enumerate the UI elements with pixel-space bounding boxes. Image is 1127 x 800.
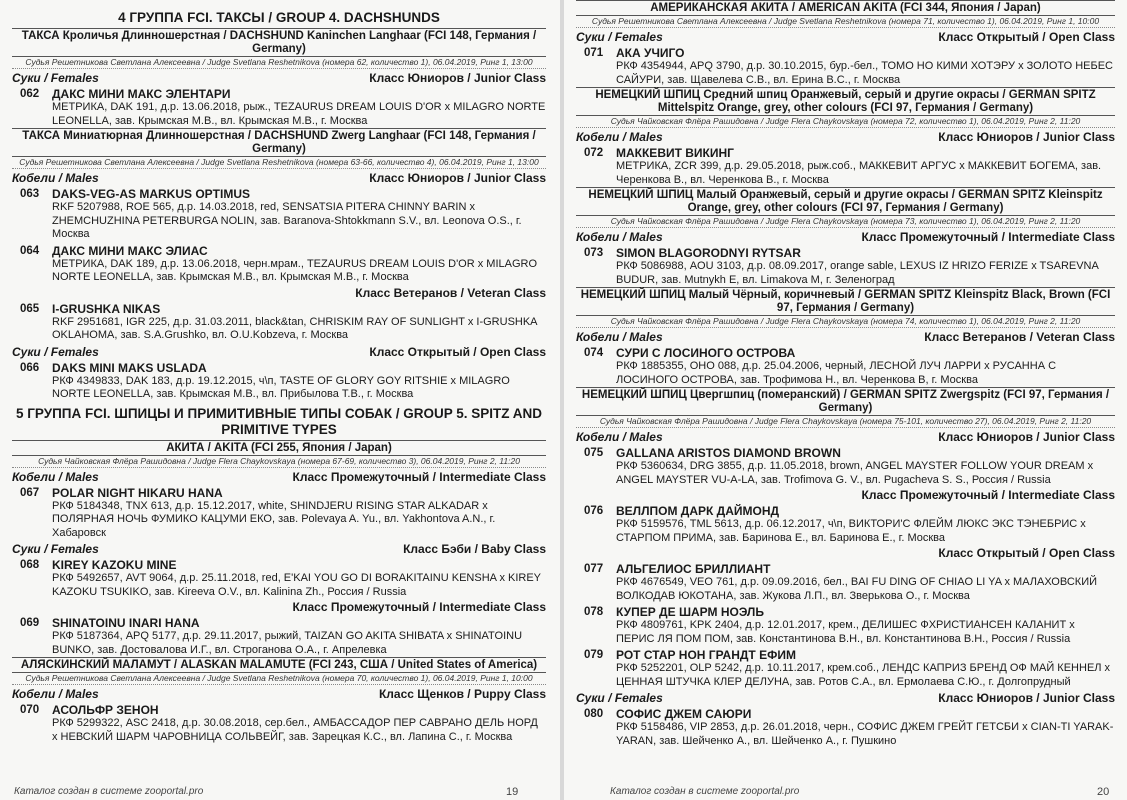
dog-entry	[576, 504, 1115, 545]
dog-details: РКФ 5360634, DRG 3855, д.р. 11.05.2018, brown, ANGEL MAYSTER FOLLOW YOUR DREAM x ANGEL MAYSTER VU-A-LA, зав. Trofimova G. V., вл. Pugacheva S. S., Россия / Russia	[616, 460, 1094, 486]
class-label: Класс Промежуточный / Intermediate Class	[861, 488, 1115, 502]
sex-label: Суки / Females	[12, 71, 99, 85]
dog-entry	[12, 87, 546, 128]
breed-heading: ТАКСА Миниатюрная Длинношерстная / DACHSHUND Zwerg Langhaar (FCI 148, Германия / Germany)	[12, 128, 546, 157]
breed-heading: АЛЯСКИНСКИЙ МАЛАМУТ / ALASKAN MALAMUTE (FCI 243, США / United States of America)	[12, 657, 546, 673]
entry-number: 074	[584, 347, 604, 359]
dog-details: РКФ 4354944, APQ 3790, д.р. 30.10.2015, бур.-бел., ТОМО НО КИМИ ХОТЭРУ x ЗОЛОТО НЕБЕС САЙУРИ, зав. Щавелева С.В., вл. Ерина В.С., г. Москва	[616, 60, 1113, 86]
dog-details: РКФ 4676549, VEO 761, д.р. 09.09.2016, бел., BAI FU DING OF CHIAO LI YA x МАЛАХОВСКИЙ ВОЛКОДАВ ЮКОТАНА, зав. Жукова Л.П., вл. Зверькова О., г. Москва	[616, 576, 1098, 602]
dog-entry	[576, 446, 1115, 487]
class-label: Класс Юниоров / Junior Class	[938, 130, 1115, 144]
dog-details: МЕТРИКА, ZCR 399, д.р. 29.05.2018, рыж.соб., МАККЕВИТ АРГУС x МАККЕВИТ БОГЕМА, зав. Черенкова В., вл. Черенкова В., г. Москва	[616, 160, 1102, 186]
judge-line: Судья Чайковская Флёра Рашидовна / Judge Flera Chaykovskaya (номера 73, количество 1), 06.04.2019, Ринг 2, 11:20	[576, 216, 1115, 228]
sex-label: Кобели / Males	[576, 330, 663, 344]
sex-class-row	[12, 470, 546, 484]
sex-label: Кобели / Males	[12, 687, 99, 701]
dog-entry	[576, 605, 1115, 646]
dog-details: РКФ 4809761, KPK 2404, д.р. 12.01.2017, крем., ДЕЛИШЕС ФХРИСТИАНСЕН КАЛАНИТ x ПЕРИС ЛЯ ПОМ ПОМ, зав. Константинова В.Н., вл. Константинова В.Н., Россия / Russia	[616, 619, 1075, 645]
dog-name: POLAR NIGHT HIKARU HANA	[52, 485, 223, 500]
sex-class-row	[576, 30, 1115, 44]
sex-class-row	[576, 230, 1115, 244]
sex-label: Кобели / Males	[12, 469, 99, 484]
judge-line: Судья Решетникова Светлана Алексеевна / Judge Svetlana Reshetnikova (номера 71, количество 1), 06.04.2019, Ринг 1, 10:00	[576, 16, 1115, 28]
class-label: Класс Промежуточный / Intermediate Class	[292, 600, 546, 614]
dog-name: КУПЕР ДЕ ШАРМ НОЭЛЬ	[616, 605, 764, 619]
dog-entry	[576, 46, 1115, 87]
page-number: 19	[506, 786, 519, 798]
sex-class-row	[12, 71, 546, 85]
dog-entry	[576, 346, 1115, 387]
class-label: Класс Юниоров / Junior Class	[938, 691, 1115, 705]
judge-line: Судья Чайковская Флёра Рашидовна / Judge Flera Chaykovskaya (номера 72, количество 1), 06.04.2019, Ринг 2, 11:20	[576, 116, 1115, 128]
sex-class-row	[12, 171, 546, 185]
judge-line: Судья Решетникова Светлана Алексеевна / Judge Svetlana Reshetnikova (номера 63-66, количество 4), 06.04.2019, Ринг 1, 13:00	[12, 157, 546, 169]
dog-details: РКФ 5184348, TNX 613, д.р. 15.12.2017, white, SHINDJERU RISING STAR ALKADAR x ПОЛЯРНАЯ НОЧЬ ФУМИКО КАЦУМИ ЕКО, зав. Polevaya A. Yu., вл. Yakhontova A.N., г. Хабаровск	[52, 499, 496, 539]
dog-entry	[12, 302, 546, 343]
dog-entry	[576, 246, 1115, 287]
class-label: Класс Юниоров / Junior Class	[369, 71, 546, 85]
judge-line: Судья Чайковская Флёра Рашидовна / Judge Flera Chaykovskaya (номера 67-69, количество 3), 06.04.2019, Ринг 2, 11:20	[12, 456, 546, 468]
dog-name: I-GRUSHKA NIKAS	[52, 301, 161, 316]
dog-name: СУРИ С ЛОСИНОГО ОСТРОВА	[616, 346, 796, 360]
dog-entry	[12, 703, 546, 744]
class-label: Класс Ветеранов / Veteran Class	[355, 285, 546, 300]
class-label: Класс Промежуточный / Intermediate Class	[292, 469, 546, 484]
dog-name: РОТ СТАР НОН ГРАНДТ ЕФИМ	[616, 648, 796, 662]
dog-name: ДАКС МИНИ МАКС ЭЛИАС	[52, 243, 208, 258]
dog-name: СОФИС ДЖЕМ САЮРИ	[616, 707, 752, 721]
breed-heading: НЕМЕЦКИЙ ШПИЦ Малый Чёрный, коричневый / GERMAN SPITZ Kleinspitz Black, Brown (FCI 97, Германия / Germany)	[576, 287, 1115, 316]
breed-heading: НЕМЕЦКИЙ ШПИЦ Средний шпиц Оранжевый, серый и другие окрасы / GERMAN SPITZ Mittelspitz Orange, grey, other colours (FCI 97, Германия / Germany)	[576, 87, 1115, 116]
page-19	[0, 0, 560, 800]
entry-number: 075	[584, 447, 604, 459]
dog-name: KIREY KAZOKU MINE	[52, 558, 177, 572]
entry-number: 072	[584, 147, 604, 159]
dog-entry	[12, 558, 546, 599]
entry-number: 068	[20, 559, 40, 571]
entry-number: 080	[584, 708, 604, 720]
dog-name: АСОЛЬФР ЗЕНОН	[52, 703, 159, 717]
sex-class-row	[12, 542, 546, 556]
class-label: Класс Юниоров / Junior Class	[938, 430, 1115, 444]
page-20	[564, 0, 1127, 800]
dog-name: SIMON BLAGORODNYI RYTSAR	[616, 246, 801, 260]
judge-line: Судья Решетникова Светлана Алексеевна / Judge Svetlana Reshetnikova (номера 70, количество 1), 06.04.2019, Ринг 1, 10:00	[12, 673, 546, 685]
dog-details: РКФ 5252201, OLP 5242, д.р. 10.11.2017, крем.соб., ЛЕНДС КАПРИЗ БРЕНД ОФ МАЙ КЕННЕЛ x ЦЕННАЯ ШТУЧКА КЛЕР ДЕЛУНА, зав. Ротов С.А., вл. Ермолаева С.Ю., г. Долгопрудный	[616, 662, 1111, 688]
class-label: Класс Ветеранов / Veteran Class	[924, 330, 1115, 344]
dog-name: ДАКС МИНИ МАКС ЭЛЕНТАРИ	[52, 87, 231, 101]
class-label: Класс Открытый / Open Class	[938, 546, 1115, 560]
sex-label: Суки / Females	[12, 542, 99, 556]
sex-label: Кобели / Males	[576, 130, 663, 144]
dog-name: АЛЬГЕЛИОС БРИЛЛИАНТ	[616, 562, 771, 576]
dog-entry	[12, 486, 546, 541]
sex-label: Суки / Females	[576, 30, 663, 44]
dog-name: GALLANA ARISTOS DIAMOND BROWN	[616, 446, 841, 460]
class-label: Класс Открытый / Open Class	[938, 30, 1115, 44]
dog-entry	[12, 361, 546, 402]
dog-entry	[576, 146, 1115, 187]
breed-heading: НЕМЕЦКИЙ ШПИЦ Цвергшпиц (померанский) / GERMAN SPITZ Zwergspitz (FCI 97, Германия / Germany)	[576, 387, 1115, 416]
entry-number: 071	[584, 47, 604, 59]
dog-details: РКФ 5158486, VIP 2853, д.р. 26.01.2018, черн., СОФИС ДЖЕМ ГРЕЙТ ГЕТСБИ x CIAN-TI YARAK-YARAN, зав. Шейченко А., вл. Шейченко А., г. Пушкино	[616, 721, 1114, 747]
sex-class-row	[12, 687, 546, 701]
judge-line: Судья Чайковская Флёра Рашидовна / Judge Flera Chaykovskaya (номера 74, количество 1), 06.04.2019, Ринг 2, 11:20	[576, 316, 1115, 328]
dog-name: DAKS-VEG-AS MARKUS OPTIMUS	[52, 187, 251, 201]
breed-heading: НЕМЕЦКИЙ ШПИЦ Малый Оранжевый, серый и другие окрасы / GERMAN SPITZ Kleinspitz Orange, grey, other colours (FCI 97, Германия / Germany)	[576, 187, 1115, 216]
entry-number: 073	[584, 247, 604, 259]
dog-details: РКФ 4349833, DAK 183, д.р. 19.12.2015, ч\п, TASTE OF GLORY GOY RITSHIE x MILAGRO NORTE LEONELLA, зав. Крымская М.В., вл. Прибылова Т.В., г. Москва	[52, 374, 510, 400]
footer-label: Каталог создан в системе zooportal.pro	[610, 786, 800, 797]
breed-heading: ТАКСА Кроличья Длинношерстная / DACHSHUND Kaninchen Langhaar (FCI 148, Германия / Germany)	[12, 28, 546, 57]
dog-details: РКФ 5159576, TML 5613, д.р. 06.12.2017, ч\п, ВИКТОРИ'С ФЛЕЙМ ЛЮКС ЭКС ТЭНЕБРИС x СТАРПОМ ПРИМА, зав. Баринова Е., вл. Баринова Е., г. Москва	[616, 518, 1086, 544]
class-label: Класс Промежуточный / Intermediate Class	[861, 230, 1115, 244]
sex-label: Кобели / Males	[576, 230, 663, 244]
entry-number: 070	[20, 704, 40, 716]
dog-details: РКФ 5492657, AVT 9064, д.р. 25.11.2018, red, E'KAI YOU GO DI BORAKITAINU KENSHA x KIREY KAZOKU TSUKIKO, зав. Kireeva O.V., вл. Kalinina Zh., Россия / Russia	[52, 572, 541, 598]
entry-number: 077	[584, 563, 604, 575]
group-heading: 5 ГРУППА FCI. ШПИЦЫ И ПРИМИТИВНЫЕ ТИПЫ СОБАК / GROUP 5. SPITZ AND PRIMITIVE TYPES	[15, 405, 543, 437]
entry-number: 062	[20, 88, 40, 100]
dog-entry	[576, 648, 1115, 689]
sex-class-row	[576, 330, 1115, 344]
dog-name: DAKS MINI MAKS USLADA	[52, 360, 207, 375]
dog-details: РКФ 5187364, APQ 5177, д.р. 29.11.2017, рыжий, TAIZAN GO AKITA SHIBATA x SHINATOINU BUNKO, зав. Достовалова И.Г., вл. Строганова О.А., г. Апрелевка	[52, 630, 523, 656]
dog-entry	[576, 707, 1115, 748]
entry-number: 064	[20, 244, 40, 257]
judge-line: Судья Чайковская Флёра Рашидовна / Judge Flera Chaykovskaya (номера 75-101, количество 27), 06.04.2019, Ринг 2, 11:20	[576, 416, 1115, 428]
entry-number: 078	[584, 606, 604, 618]
sex-class-row	[576, 691, 1115, 705]
sex-label: Кобели / Males	[12, 171, 99, 185]
entry-number: 069	[20, 617, 40, 629]
dog-name: ВЕЛЛПОМ ДАРК ДАЙМОНД	[616, 504, 780, 518]
dog-details: RKF 2951681, IGR 225, д.р. 31.03.2011, black&tan, CHRISKIM RAY OF SUNLIGHT x I-GRUSHKA OKLAHOMA, зав. S.A.Grushko, вл. O.U.Kobzeva, г. Москва	[52, 315, 537, 341]
sex-label: Суки / Females	[576, 691, 663, 705]
group-heading: 4 ГРУППА FCI. ТАКСЫ / GROUP 4. DACHSHUNDS	[118, 10, 440, 25]
class-label: Класс Юниоров / Junior Class	[369, 171, 546, 185]
dog-details: РКФ 5299322, ASC 2418, д.р. 30.08.2018, сер.бел., АМБАССАДОР ПЕР САВРАНО ДЕЛЬ НОРД x НЕВСКИЙ ШАРМ ЧАРОВНИЦА СОЛЬВЕЙГ, зав. Зарецкая К.С., вл. Лапина С., г. Москва	[52, 717, 538, 743]
sex-class-row	[576, 130, 1115, 144]
entry-number: 066	[20, 361, 40, 374]
dog-details: РКФ 5086988, AOU 3103, д.р. 08.09.2017, orange sable, LEXUS IZ HRIZO FERIZE x TSAREVNA BUDUR, зав. Mutnykh E, вл. Limakova M, г. Зеленоград	[616, 260, 1099, 286]
dog-name: МАККЕВИТ ВИКИНГ	[616, 146, 734, 160]
dog-entry	[12, 187, 546, 242]
breed-heading: АМЕРИКАНСКАЯ АКИТА / AMERICAN AKITA (FCI 344, Япония / Japan)	[576, 0, 1115, 16]
dog-details: RKF 5207988, ROE 565, д.р. 14.03.2018, red, SENSATSIA PITERA CHINNY BARIN x ZHEMCHUZHINA PETERBURGA NOLIN, зав. Baranova-Shtokkmann S.V., вл. Leonova O.S., г. Москва	[52, 201, 522, 240]
entry-number: 067	[20, 486, 40, 499]
dog-name: SHINATOINU INARI HANA	[52, 616, 200, 630]
sex-label: Суки / Females	[12, 344, 99, 359]
sex-class-row	[12, 345, 546, 359]
class-label: Класс Открытый / Open Class	[369, 344, 546, 359]
page-number: 20	[1097, 786, 1110, 798]
breed-heading: АКИТА / AKITA (FCI 255, Япония / Japan)	[12, 440, 546, 456]
class-label: Класс Бэби / Baby Class	[403, 542, 546, 556]
class-label: Класс Щенков / Puppy Class	[378, 687, 546, 701]
dog-entry	[12, 244, 546, 285]
dog-entry	[576, 562, 1115, 603]
entry-number: 063	[20, 188, 40, 200]
dog-details: МЕТРИКА, DAK 191, д.р. 13.06.2018, рыж., TEZAURUS DREAM LOUIS D'OR x MILAGRO NORTE LEONELLA, зав. Крымская М.В., вл. Крымская М.В., г. Москва	[52, 101, 546, 127]
dog-entry	[12, 616, 546, 657]
entry-number: 065	[20, 302, 40, 315]
dog-details: РКФ 1885355, ОНО 088, д.р. 25.04.2006, черный, ЛЕСНОЙ ЛУЧ ЛАРРИ x РУСАННА С ЛОСИНОГО ОСТРОВА, зав. Трофимова Н., вл. Черенкова В, г. Москва	[616, 360, 1057, 386]
dog-details: МЕТРИКА, DAK 189, д.р. 13.06.2018, черн.мрам., TEZAURUS DREAM LOUIS D'OR x MILAGRO NORTE LEONELLA, зав. Крымская М.В., вл. Крымская М.В., г. Москва	[52, 257, 538, 283]
judge-line: Судья Решетникова Светлана Алексеевна / Judge Svetlana Reshetnikova (номера 62, количество 1), 06.04.2019, Ринг 1, 13:00	[12, 57, 546, 69]
footer-label: Каталог создан в системе zooportal.pro	[14, 786, 204, 797]
dog-name: АКА УЧИГО	[616, 46, 685, 60]
entry-number: 079	[584, 649, 604, 661]
sex-label: Кобели / Males	[576, 430, 663, 444]
sex-class-row	[576, 430, 1115, 444]
entry-number: 076	[584, 505, 604, 517]
